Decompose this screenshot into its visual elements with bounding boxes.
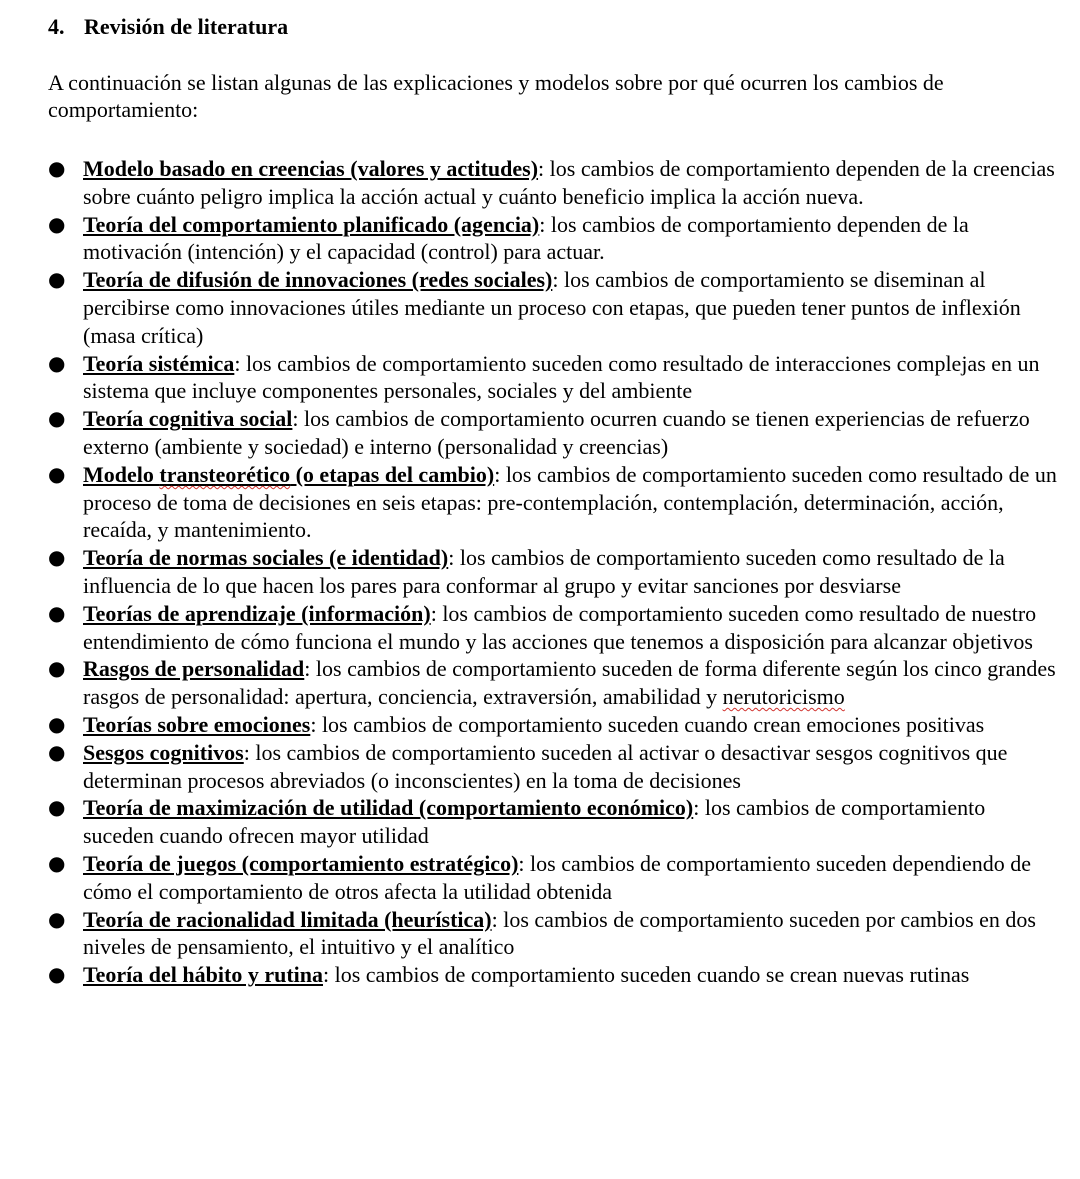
item-description: : los cambios de comportamiento suceden por cambios en dos niveles de pensamiento, el intuitivo y el analítico: [83, 906, 1036, 960]
item-term: Teorías sobre emociones: [83, 711, 311, 737]
section-title: Revisión de literatura: [84, 14, 289, 39]
item-term: Teoría de racionalidad limitada (heurística): [83, 906, 492, 932]
theory-list: [48, 155, 1058, 989]
spellcheck-flagged-word[interactable]: nerutoricismo: [722, 684, 845, 710]
item-description: : los cambios de comportamiento suceden cuando se crean nuevas rutinas: [323, 962, 970, 988]
item-term: Sesgos cognitivos: [83, 739, 244, 765]
section-heading: [48, 12, 1058, 42]
intro-paragraph: A continuación se listan algunas de las explicaciones y modelos sobre por qué ocurren los cambios de comportamiento:: [48, 70, 944, 122]
list-item: [48, 544, 1058, 600]
item-term: Teoría del hábito y rutina: [83, 962, 323, 988]
item-term: Teorías de aprendizaje (información): [83, 600, 431, 626]
item-term: Teoría sistémica: [83, 350, 235, 376]
item-term: Teoría cognitiva social: [83, 406, 293, 432]
item-description: : los cambios de comportamiento ocurren cuando se tienen experiencias de refuerzo externo (ambiente y sociedad) e interno (personalidad y creencias): [83, 406, 1030, 459]
list-item: [48, 461, 1058, 544]
item-description: : los cambios de comportamiento suceden al activar o desactivar sesgos cognitivos que determinan procesos abreviados (o inconscientes) en la toma de decisiones: [83, 739, 1008, 793]
list-item: [48, 350, 1058, 406]
item-term: Teoría de difusión de innovaciones (redes sociales): [83, 267, 553, 293]
list-item: [48, 961, 1058, 989]
item-term-part: Modelo: [83, 461, 160, 487]
bullet-icon: ●: [48, 406, 66, 431]
list-item: [48, 405, 1058, 461]
item-term: Rasgos de personalidad: [83, 656, 305, 682]
item-description: : los cambios de comportamiento dependen de la creencias sobre cuánto peligro implica la acción actual y cuánto beneficio implica la acción nueva.: [83, 156, 1055, 209]
bullet-icon: ●: [48, 267, 66, 292]
item-description: : los cambios de comportamiento suceden como resultado de interacciones complejas en un sistema que incluye componentes personales, sociales y del ambiente: [83, 350, 1040, 404]
bullet-icon: ●: [48, 211, 66, 236]
item-description: : los cambios de comportamiento suceden como resultado de la influencia de lo que hacen los pares para conformar al grupo y evitar sanciones por desviarse: [83, 545, 1005, 598]
list-item: [48, 739, 1058, 795]
item-description: : los cambios de comportamiento suceden dependiendo de cómo el comportamiento de otros afecta la utilidad obtenida: [83, 850, 1031, 904]
list-item: [48, 711, 1058, 739]
bullet-icon: ●: [48, 156, 66, 180]
list-item: [48, 850, 1058, 906]
item-description: : los cambios de comportamiento suceden cuando ofrecen mayor utilidad: [83, 795, 986, 849]
bullet-icon: ●: [48, 850, 66, 875]
document-page: [48, 12, 1058, 989]
item-description: : los cambios de comportamiento dependen de la motivación (intención) y el capacidad (control) para actuar.: [83, 211, 969, 265]
list-item: [48, 794, 1058, 850]
bullet-icon: ●: [48, 906, 66, 931]
list-item: [48, 906, 1058, 962]
item-description: : los cambios de comportamiento suceden como resultado de nuestro entendimiento de cómo funciona el mundo y las acciones que tenemos a disposición para alcanzar objetivos: [83, 600, 1037, 654]
bullet-icon: ●: [48, 795, 66, 820]
item-description: : los cambios de comportamiento suceden cuando crean emociones positivas: [310, 711, 985, 737]
list-item: [48, 155, 1058, 211]
item-term: Teoría de juegos (comportamiento estratégico): [83, 850, 519, 876]
spellcheck-flagged-word[interactable]: transteorético: [159, 461, 291, 487]
bullet-icon: ●: [48, 600, 66, 625]
list-item: [48, 211, 1058, 267]
item-description: : los cambios de comportamiento suceden como resultado de un proceso de toma de decisiones en seis etapas: pre-contemplación, contemplación, determinación, acción, recaída, y mantenimiento.: [83, 461, 1057, 543]
item-term: Teoría de maximización de utilidad (comportamiento económico): [83, 795, 694, 821]
bullet-icon: ●: [48, 962, 66, 987]
bullet-icon: ●: [48, 711, 66, 736]
section-number: 4.: [48, 14, 65, 39]
bullet-icon: ●: [48, 545, 66, 570]
bullet-icon: ●: [48, 739, 66, 764]
bullet-icon: ●: [48, 461, 66, 486]
item-term: Teoría del comportamiento planificado (agencia): [83, 211, 540, 237]
item-description: : los cambios de comportamiento suceden de forma diferente según los cinco grandes rasgos de personalidad: apertura, conciencia, extraversión, amabilidad y: [83, 656, 1056, 710]
item-term: Teoría de normas sociales (e identidad): [83, 545, 449, 571]
bullet-icon: ●: [48, 350, 66, 375]
item-term-part: (o etapas del cambio): [290, 461, 495, 487]
item-description: : los cambios de comportamiento se diseminan al percibirse como innovaciones útiles mediante un proceso con etapas, que pueden tener puntos de inflexión (masa crítica): [83, 267, 1021, 348]
item-term: [83, 462, 494, 487]
list-item: [48, 655, 1058, 711]
item-term: Modelo basado en creencias (valores y actitudes): [83, 156, 539, 181]
list-item: [48, 600, 1058, 656]
list-item: [48, 266, 1058, 349]
bullet-icon: ●: [48, 656, 66, 681]
